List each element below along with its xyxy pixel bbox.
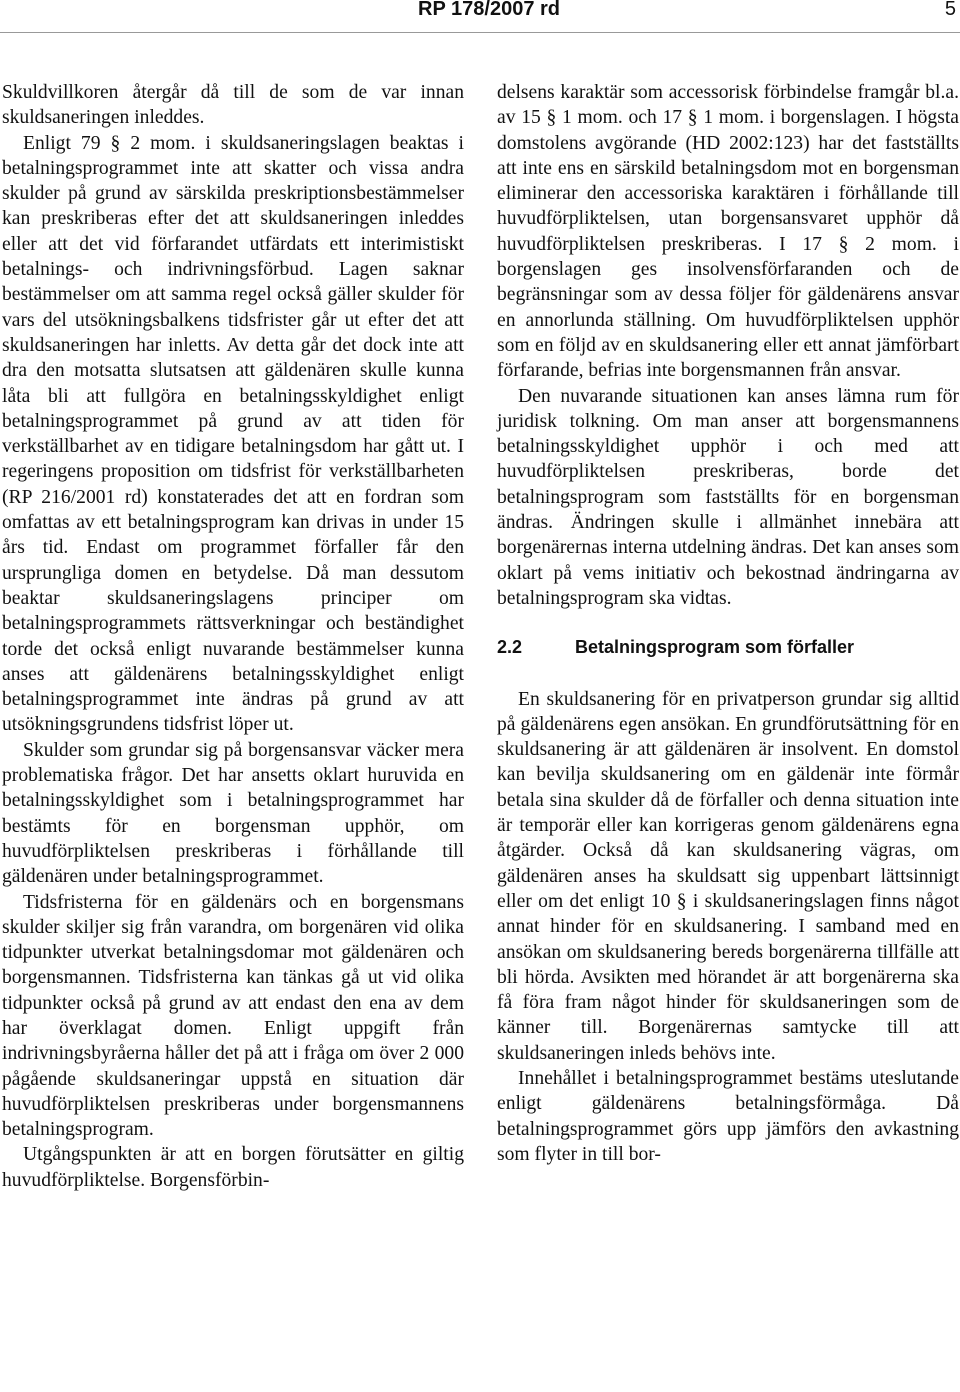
page-number: 5 [944,0,956,20]
paragraph: En skuldsanering för en privatperson grundar sig alltid på gäldenärens egen ansökan. En grundförutsättning för en skuldsanering är att gäldenären är insolvent. En domstol kan bevilja skuldsanering om en gäldenär inte förmår betala sina skulder då de förfaller och denna situation inte är temporär eller kan korrigeras genom gäldenärens egna åtgärder. Också då kan skuldsanering vägras, om gäldenären anses ha skuldsatt sig uppenbart lättsinnigt eller om det enligt 10 § i skuldsaneringslagen finns något annat hinder för en skuldsanering. I samband med en ansökan om skuldsanering bereds borgenärerna tillfälle att bli hörda. Avsikten med hörandet är att borgenärerna ska få föra fram något hinder för skuldsaneringen som de känner till. Borgenärernas samtycke till att skuldsaneringen inleds behövs inte. [497,688,959,1064]
paragraph: Skuldvillkoren återgår då till de som de var innan skuldsaneringen inleddes. [2,82,464,129]
paragraph: Skulder som grundar sig på borgensansvar väcker mera problematiska frågor. Det har ansetts oklart huruvida en betalningsskyldighet som i betalningsprogrammet har bestämts för en borgensman upphör, om huvudförpliktelsen preskriberas i förhållande till gäldenären under betalningsprogrammet. [2,739,464,888]
header-rule [0,32,960,33]
paragraph: Utgångspunkten är att en borgen förutsätter en giltig huvudförpliktelse. Borgensförbin- [2,1144,464,1191]
page-header [0,0,960,30]
paragraph: Enligt 79 § 2 mom. i skuldsaneringslagen beaktas i betalningsprogrammet inte att skatter och vissa andra skulder på grund av särskilda preskriptionsbestämmelser kan preskriberas efter det att skuldsaneringen inleddes eller att det vid förfarandet utfärdats ett interimistiskt betalnings- och indrivningsförbud. Lagen saknar bestämmelser om att samma regel också gäller skulder för vars del utsökningsbalkens tidsfrister går ut efter det att skuldsaneringen har inletts. Av detta går det dock inte att dra den motsatta slutsatsen att gäldenären skulle kunna låta bli att fullgöra en betalningsskyldighet enligt betalningsprogrammet på grund av att tiden för verkställbarhet av en tidigare betalningsdom har gått ut. I regeringens proposition om tidsfrist för verkställbarheten (RP 216/2001 rd) konstaterades det att en fordran som omfattas av ett betalningsprogram kan drivas in under 15 års tid. Endast om programmet förfaller får den ursprungliga domen en betydelse. Då man dessutom beaktar skuldsaneringslagens principer om betalningsprogrammets rättsverkningar och beständighet torde det också enligt nuvarande bestämmelser kunna anses att gäldenärens betalningsskyldighet enligt betalningsprogrammet inte ändras på grund av att utsökningsgrundens tidsfrist löper ut. [2,132,464,736]
section-title: Betalningsprogram som förfaller [575,637,855,658]
paragraph: Innehållet i betalningsprogrammet bestäms uteslutande enligt gäldenärens betalningsförmåga. Då betalningsprogrammet görs upp jämförs den avkastning som flyter in till bor- [497,1067,959,1165]
section-number: 2.2 [497,637,523,658]
paragraph: Tidsfristerna för en gäldenärs och en borgensmans skulder skiljer sig från varandra, om borgenären vid olika tidpunkter utverkat betalningsdomar mot gäldenären och borgensmannen. Tidsfristerna kan tänkas gå ut vid olika tidpunkter också på grund av att endast den ena av dem har överklagat domen. Enligt uppgift från indrivningsbyråerna håller det på att i fråga om över 2 000 pågående skuldsaneringar uppstå en situation där huvudförpliktelsen preskriberas under borgensmannens betalningsprogram. [2,891,464,1141]
paragraph: delsens karaktär som accessorisk förbindelse framgår bl.a. av 15 § 1 mom. och 17 § 1 mom. i borgenslagen. I högsta domstolens avgörande (HD 2002:123) har det fastställts att inte ens en särskild betalningsdom mot en borgensman eliminerar den accessoriska karaktären i förhållande till huvudförpliktelsen, utan borgensansvaret upphör då huvudförpliktelsen preskriberas. I 17 § 2 mom. i borgenslagen ges insolvensförfaranden och de begränsningar som av dessa följer för gäldenärens ansvar en annorlunda ställning. Om huvudförpliktelsen upphör som en följd av en skuldsanering eller ett annat jämförbart förfarande, befrias inte borgensmannen från ansvar. [497,82,959,382]
paragraph: Den nuvarande situationen kan anses lämna rum för juridisk tolkning. Om man anser att borgensmannens betalningsskyldighet upphör i och med att huvudförpliktelsen preskriberas, borde det betalningsprogram som fastställts för en borgensman ändras. Ändringen skulle i allmänhet innebära att borgenärernas interna utdelning ändras. Det kan anses som oklart på vems initiativ och bekostnad ändringarna av betalningsprogram ska vidtas. [497,385,959,609]
section-heading [497,635,959,660]
left-column [2,80,464,1193]
document-id: RP 178/2007 rd [418,0,560,20]
right-column [497,80,959,1167]
